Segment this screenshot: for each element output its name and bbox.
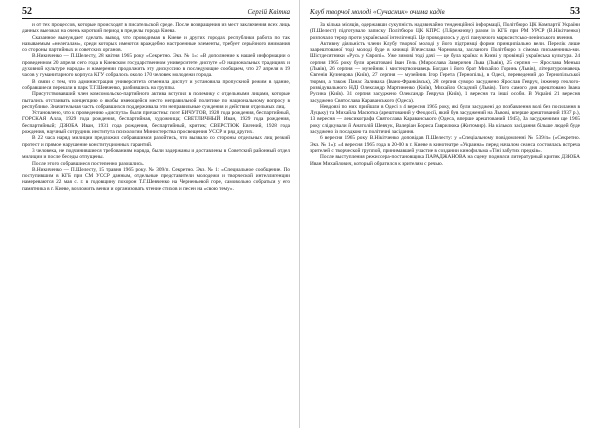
left-paragraph-6: Установлено, что к проведению «диспута» были причастны: поэт БИЧУТОВ, 1928 года рождения, беспартийный, ГОРСКАЯ Алла, 1929 года рождения, беспартийная, художница; СВЕТЛИЧНЫЙ Иван, 1929 года рождения, беспартийный; ДЗЮБА Иван, 1931 года рождения, беспартийный, критик; СВЕРСТЮК Евгений, 1928 года рождения, научный сотрудник института психологии Министерства просвещения УССР и ряд других. <box>22 110 290 136</box>
right-paragraph-5: После выступления режиссера-постановщика ПАРАДЖАНОВА на сцену поднялся литературный критик ДЗЮБА Иван Михайлович, который обратился к зрителям с речью. <box>310 154 580 167</box>
left-paragraph-9: После этого собравшиеся постепенно разошлись. <box>32 160 144 167</box>
left-page-header <box>22 6 290 19</box>
left-paragraph-8: 3 человека, не подчинившиеся требованиям наряда, были задержаны и доставлены в Советский районный отдел милиции и после беседы отпущены. <box>22 147 290 161</box>
right-paragraph-3: Невдовзі по них прийшли в Одесі з 4 вересня 1965 року, які були засуджені до позбавлення волі без посилання в Луцьку) та Михайла Масютка (арештований у Феодосії, який був засуджений на Львові, вперше арештований 1937 р.), 13 вересня — лексикографа Святослава Караванського (Одеса, вперше арештований 1945), За засудженими ще 1965 року слідкували й Анатолій Шевчук, Валеріан Бориса Ґаврилюка (Житомир). На кількох засідання більше людей буде засуджено із посадкою та політичні засідання. <box>310 103 580 136</box>
left-running-head: Сергій Квітка <box>247 8 290 16</box>
left-paragraph-4: В связи с тем, что администрация университета отменила диспут и установила пропускной режим в здание, собравшиеся перешли в парк Т.Г.Шевченко, разбившись на группы. <box>22 78 290 91</box>
right-paragraph-1: Зa кілька місяців, одержавши сукупність надзвичайно тенденційної інформації, Політбюро ЦК Компартії України (П.Шелест) підготувало записку Політбюро ЦК КПРС (Л.Брежнєву) разом із КГБ при РМ УРСР (В.Нікітченко) розпочало терор проти української інтелігенції. Це проводилось у дусі пануючого марксистсько-ленінського вчення. <box>310 22 580 41</box>
right-paragraph-2: Активну діяльність члени Клубу творчої молоді у його підтримці форми принципіально вели. Перелік лише заарештованої тоді молоді буде в книжці В'ячеслава Чорновола, засланого Політбюро з сімома письменника-ми. Шістдесятники «Русь у Європі». Уже зимові тоді дачі — це була країна: в Києві у провінції українська культура. 24 серпня 1965 року були арештовані Іван Гель (Мирослава Заверичев Льва (Львів), 25 серпня — Ярослава Меньш (Львів), 26 серпня — музейник і мистецтвознавець Богдан і його брат Михайло Горинь (Львів), літературознавець Євгенія Кузнецова (Київ), 27 серпня — музейник Ігор Герета (Тернопіль), в Одесі, переведений до Тернопільської тюрми, а також Панас Заливаха (Івано-Франківськ), 28 серпня суворо засуджено Ярослав Гевруч, інженер геолого-розвідувального НДІ Олександр Мартиненко (Київ), Михайло Осадчий (Львів). Того самого дня арештовано Івана Русина (Київ). 31 серпня засуджено Олександр Ґевруча (Київ), 1 вересня та інші особи. В Україні 21 вересня засуджено Святослава Караванського (Одеса). <box>310 40 580 104</box>
left-page-body <box>22 22 290 430</box>
left-paragraph-2: Сказанное вынуждает сделать вывод, что проводимая в Киеве и других городах республики работа по так называемым «нелегалам», среди которых имеются враждебно настроенные элементы, требует серьёзного внимания со стороны партийных и советских органов. <box>22 34 290 54</box>
left-page <box>0 0 300 428</box>
right-paragraph-4: 6 вересня 1965 року В.Нікітченко доповідав П.Шелесту: у «Спеціальному повідомленні № 539/п» («Секретно. Экз. № 1»): «4 вересня 1965 года в 20-00 в г. Киеве в кинотеатре «Украина» перед началом сеанса состоялась встреча зрителей с творческой группой, принимавшей участие в создании кинофильма «Тіні забутих предків». <box>310 135 580 154</box>
left-paragraph-3: В.Никиченко — П.Шелесту, 28 квітня 1965 року «Секретно. Экз. № 1»: «В дополнение к нашей информации о проведенном 20 апреля сего года в Киевском государственном университете диспуте «О национальных традициях и духовной культуре народа» и намерении продолжить эту дискуссию в последующие сообщаем, что 27 апреля в 19 часов у гуманитарного корпуса КГУ собралось около 170 человек молодежи города. <box>22 53 290 79</box>
right-page-header <box>310 6 580 19</box>
left-page-number: 52 <box>22 6 32 17</box>
left-paragraph-1: и от тех процессов, которые происходят в писательской среде. После возвращения из мест заключения всех лиць данных выезжал на очень короткий период в пределы города Киева. <box>22 22 290 35</box>
left-paragraph-5: Присутствовавший член комсомольско-партийного актива вступил в полемику с отдельными лицами, которые пытались отстаивать концепцию о якобы имеющейся место неправильной политике по национальному вопросу в республике. Значительная часть собравшихся поддерживала эти неправильные суждения и действия отдельных лиц. <box>22 91 290 110</box>
right-page <box>300 0 600 428</box>
right-page-body <box>310 22 580 430</box>
right-running-head: Клуб творчої молоді «Сучасник» очима кадів <box>310 8 445 16</box>
left-paragraph-7: В 22 часа наряд милиции предложил собравшимся разойтись, что вызвало со стороны отдельных лиц резкий протест и прямое нарушение конституционных гарантий. <box>22 135 290 148</box>
left-paragraph-10: В.Никиченко — П.Шелесту, 15 травня 1965 року. № 309/п. Секретно. Экз. № 1: «Специальное сообщение. По поступившим в КГБ при СМ УССР данным, отдельные представители молодежи и творческой интеллигенции намереваются 22 мая с. г. в годовщину похорон Т.Г.Шевченко на Черненьевой горе, самовольно собраться у его памятника в г. Киеве, возложить венки и организовать чтение стихов и песен на «свою тему». <box>22 166 290 192</box>
right-page-number: 53 <box>570 6 580 17</box>
